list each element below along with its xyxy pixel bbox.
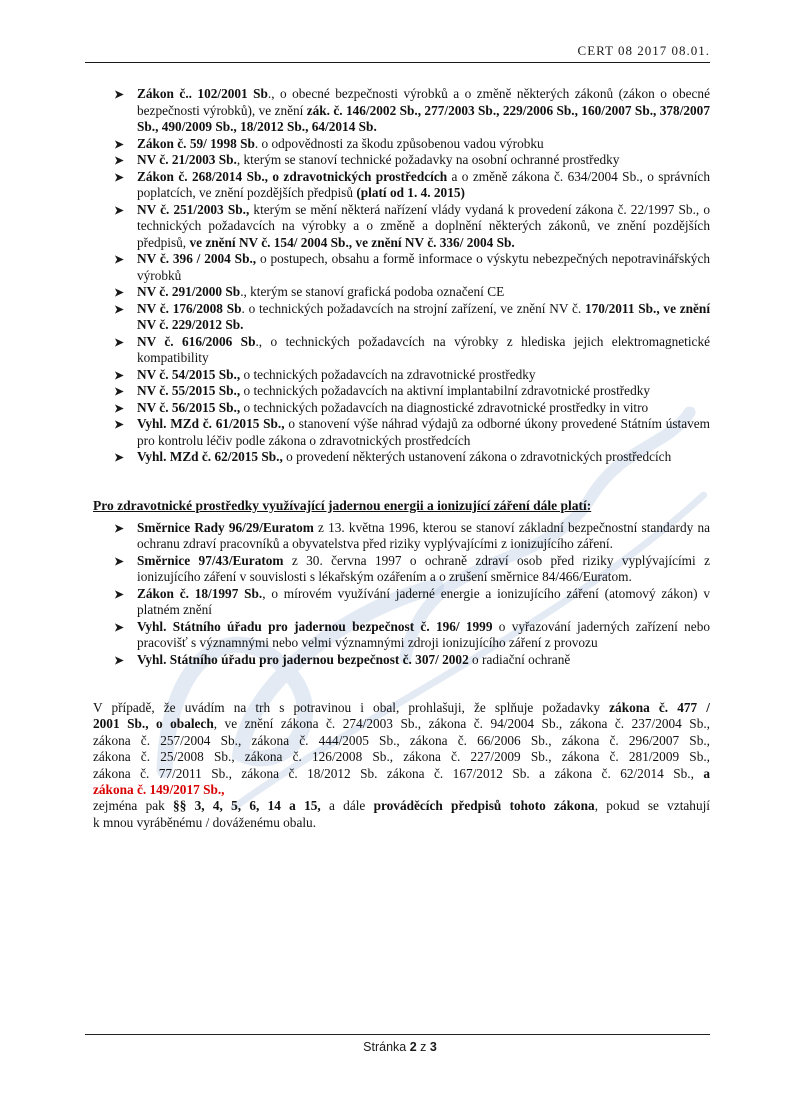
- bold-text: ve znění NV č. 154/ 2004 Sb., ve znění NV č. 336/ 2004 Sb.: [189, 234, 515, 250]
- bold-text: Vyhl. Státního úřadu pro jadernou bezpečnost č. 196/ 1999: [137, 618, 493, 634]
- plain-text: V případě, že uvádím na trh s potravinou i obal, prohlašuji, že splňuje požadavky: [93, 700, 610, 715]
- plain-text: zákona č. 25/2008 Sb., zákona č. 126/2008 Sb., zákona č. 227/2009 Sb., zákona č. 281/2009 Sb.,: [93, 749, 710, 765]
- document-content: [93, 86, 710, 831]
- plain-text: zákona č. 77/2011 Sb., zákona č. 18/2012 Sb. zákona č. 167/2012 Sb. a zákona č. 62/2014 Sb.,: [93, 765, 704, 781]
- arrow-bullet-icon: [114, 621, 125, 632]
- arrow-bullet-icon: [114, 88, 125, 99]
- list-item: [93, 400, 710, 417]
- bold-text: 170/2011 Sb., ve znění NV č. 229/2012 Sb.: [137, 300, 711, 332]
- bold-text: NV č. 291/2000 Sb: [137, 284, 241, 299]
- plain-text: kterým se mění některá nařízení vlády vydaná k provedení zákona č. 22/1997 Sb., o technických požadavcích na výrobky a o změně a doplnění některých zákonů, ve znění pozdějších předpisů,: [137, 201, 710, 250]
- list-item: [93, 449, 710, 466]
- list-item: [93, 383, 710, 400]
- plain-text: o vyřazování jaderných zařízení nebo pracovišť s významnými nebo velmi významnými zdroji ionizujícího záření z provozu: [137, 618, 710, 650]
- header-doc-code: CERT 08 2017 08.01.: [577, 43, 710, 58]
- bold-text: NV č. 55/2015 Sb.,: [137, 383, 241, 398]
- list-item-text: [137, 520, 710, 552]
- paragraph-line: [93, 782, 710, 798]
- bold-text: NV č. 396 / 2004 Sb.,: [137, 251, 257, 266]
- list-item-text: [137, 284, 504, 299]
- bold-text: Vyhl. MZd č. 62/2015 Sb.,: [137, 449, 283, 464]
- bold-text: 2: [409, 1040, 417, 1054]
- bold-text: Zákon č. 268/2014 Sb., o zdravotnických prostředcích: [137, 168, 448, 184]
- paragraph-line: [93, 815, 710, 831]
- list-item: [93, 367, 710, 384]
- paragraph-line: [93, 716, 710, 732]
- section-heading: Pro zdravotnické prostředky využívající jadernou energii a ionizující záření dále platí:: [93, 497, 592, 513]
- bold-text: Zákon č. 18/1997 Sb.: [137, 585, 263, 601]
- plain-text: ., kterým se stanoví grafická podoba označení CE: [240, 284, 505, 299]
- arrow-bullet-icon: [114, 336, 125, 347]
- bold-text: Zákon č. 59/ 1998 Sb: [137, 135, 255, 151]
- list-item: [93, 169, 710, 202]
- bold-text: 3: [429, 1040, 437, 1054]
- bold-text: Vyhl. Státního úřadu pro jadernou bezpečnost č. 307/ 2002: [137, 651, 469, 667]
- list-item-text: [137, 449, 671, 464]
- paragraph-line: [93, 700, 710, 716]
- plain-text: ., o obecné bezpečnosti výrobků a o změně některých zákonů (zákon o obecné bezpečnosti výrobků), ve znění: [137, 86, 710, 118]
- plain-text: . o technických požadavcích na strojní zařízení, ve znění NV č.: [241, 300, 585, 316]
- list-item: [93, 86, 710, 136]
- plain-text: z 30. června 1997 o ochraně zdraví osob před riziky vyplývajícími z ionizujícího záření v souvislosti s lékařským ozářením a o zrušení směrnice 84/466/Euratom.: [137, 552, 710, 584]
- plain-text: a dále: [320, 798, 374, 814]
- bold-text: NV č. 251/2003 Sb.,: [137, 201, 250, 217]
- bold-text: Směrnice 97/43/Euratom: [137, 552, 284, 568]
- paragraph-line: [93, 798, 710, 814]
- arrow-bullet-icon: [114, 451, 125, 462]
- list-item-text: [137, 301, 710, 333]
- header-rule: [85, 62, 710, 63]
- list-item: [93, 152, 710, 169]
- list-item-text: [137, 136, 544, 151]
- plain-text: , o mírovém využívání jaderné energie a ionizujícího záření (atomový zákon) v platném znění: [137, 585, 711, 617]
- arrow-bullet-icon: [114, 522, 125, 533]
- list-item: [93, 416, 710, 449]
- list-item-text: [137, 652, 570, 667]
- packaging-declaration-paragraph: [93, 700, 710, 831]
- bold-text: Vyhl. MZd č. 61/2015 Sb.,: [137, 416, 285, 431]
- bold-text: a: [703, 765, 710, 781]
- list-item-text: [137, 586, 710, 618]
- plain-text: , pokud se vztahují: [594, 798, 710, 814]
- plain-text: a o změně zákona č. 634/2004 Sb., o správních poplatcích, ve znění pozdějších předpisů: [137, 168, 710, 200]
- list-item-text: [137, 86, 710, 134]
- plain-text: . o odpovědnosti za škodu způsobenou vadou výrobku: [254, 135, 544, 151]
- plain-text: zejména pak: [93, 798, 174, 814]
- list-item-text: [137, 169, 710, 201]
- bold-text: Směrnice Rady 96/29/Euratom: [137, 519, 314, 535]
- bold-text: NV č. 176/2008 Sb: [137, 300, 242, 316]
- bold-text: prováděcích předpisů tohoto zákona: [373, 798, 595, 814]
- list-item-text: [137, 367, 536, 382]
- plain-text: o radiační ochraně: [468, 651, 571, 667]
- arrow-bullet-icon: [114, 369, 125, 380]
- list-item: [93, 652, 710, 669]
- arrow-bullet-icon: [114, 418, 125, 429]
- arrow-bullet-icon: [114, 171, 125, 182]
- list-item: [93, 136, 710, 153]
- plain-text: , ve znění zákona č. 274/2003 Sb., zákona č. 94/2004 Sb., zákona č. 237/2004 Sb.,: [213, 716, 710, 732]
- list-item: [93, 251, 710, 284]
- list-item-text: [137, 400, 648, 415]
- plain-text: o provedení některých ustanovení zákona o zdravotnických prostředcích: [282, 449, 672, 464]
- arrow-bullet-icon: [114, 654, 125, 665]
- list-item: [93, 334, 710, 367]
- list-item-text: [137, 251, 710, 283]
- page-footer: [0, 1040, 800, 1054]
- plain-text: Stránka: [363, 1040, 410, 1054]
- bold-text: §§ 3, 4, 5, 6, 14 a 15,: [173, 798, 321, 814]
- bold-text: zák. č. 146/2002 Sb., 277/2003 Sb., 229/2006 Sb., 160/2007 Sb., 378/2007 Sb., 490/2009 Sb., 18/2012 Sb., 64/2014 Sb.: [137, 102, 710, 134]
- bold-text: zákona č. 477 /: [609, 700, 710, 715]
- plain-text: o technických požadavcích na diagnostické zdravotnické prostředky in vitro: [240, 399, 649, 415]
- list-item-text: [137, 416, 710, 448]
- list-item-text: [137, 202, 710, 250]
- paragraph-line: [93, 749, 710, 765]
- arrow-bullet-icon: [114, 154, 125, 165]
- plain-text: z: [416, 1040, 430, 1054]
- list-item-text: [137, 619, 710, 651]
- plain-text: , kterým se stanoví technické požadavky na osobní ochranné prostředky: [236, 152, 620, 167]
- bold-text: NV č. 616/2006 Sb: [137, 333, 256, 349]
- bold-text: NV č. 56/2015 Sb.,: [137, 399, 241, 415]
- arrow-bullet-icon: [114, 138, 125, 149]
- list-item: [93, 553, 710, 586]
- list-item-text: [137, 152, 619, 167]
- bold-text: (platí od 1. 4. 2015): [356, 185, 465, 200]
- plain-text: zákona č. 257/2004 Sb., zákona č. 444/2005 Sb., zákona č. 66/2006 Sb., zákona č. 296/2007 Sb.,: [93, 732, 710, 748]
- radiation-regulations-list: [93, 520, 710, 669]
- arrow-bullet-icon: [114, 385, 125, 396]
- red-law-reference: zákona č. 149/2017 Sb.,: [93, 782, 225, 798]
- plain-text: z 13. května 1996, kterou se stanoví základní bezpečnostní standardy na ochranu zdraví pracovníků a obyvatelstva před riziky vyplývajícími z ionizujícího záření.: [137, 519, 711, 551]
- plain-text: k mnou vyráběnému / dováženému obalu.: [93, 814, 317, 830]
- plain-text: o stanovení výše náhrad výdajů za odborné úkony provedené Státním ústavem pro kontrolu léčiv podle zákona o zdravotnických prostředcích: [137, 416, 711, 448]
- paragraph-line: [93, 733, 710, 749]
- list-item-text: [137, 553, 710, 585]
- plain-text: o postupech, obsahu a formě informace o výskytu nebezpečných nepotravinářských výrobků: [137, 251, 711, 283]
- list-item: [93, 520, 710, 553]
- arrow-bullet-icon: [114, 555, 125, 566]
- footer-rule: [85, 1034, 710, 1035]
- bold-text: NV č. 21/2003 Sb.: [137, 152, 237, 167]
- plain-text: o technických požadavcích na zdravotnické prostředky: [240, 366, 536, 382]
- list-item: [93, 619, 710, 652]
- list-item-text: [137, 383, 650, 398]
- bold-text: NV č. 54/2015 Sb.,: [137, 366, 241, 382]
- list-item-text: [137, 334, 710, 366]
- plain-text: ., o technických požadavcích na výrobky z hlediska jejich elektromagnetické kompatibility: [137, 333, 711, 365]
- arrow-bullet-icon: [114, 303, 125, 314]
- arrow-bullet-icon: [114, 402, 125, 413]
- plain-text: o technických požadavcích na aktivní implantabilní zdravotnické prostředky: [240, 383, 651, 398]
- list-item: [93, 202, 710, 252]
- arrow-bullet-icon: [114, 204, 125, 215]
- list-item: [93, 284, 710, 301]
- list-item: [93, 301, 710, 334]
- list-item: [93, 586, 710, 619]
- arrow-bullet-icon: [114, 286, 125, 297]
- paragraph-line: [93, 766, 710, 782]
- bold-text: 2001 Sb., o obalech: [93, 716, 214, 732]
- arrow-bullet-icon: [114, 588, 125, 599]
- arrow-bullet-icon: [114, 253, 125, 264]
- regulations-list: [93, 86, 710, 466]
- bold-text: Zákon č.. 102/2001 Sb: [137, 86, 268, 101]
